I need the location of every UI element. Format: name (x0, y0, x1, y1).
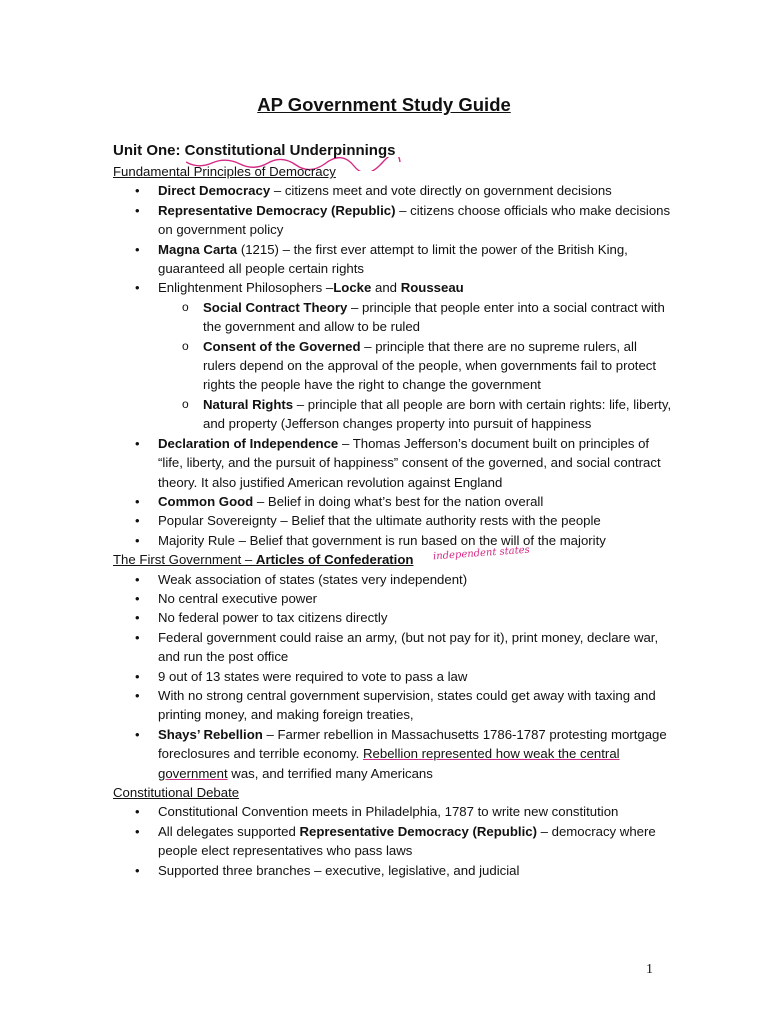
list-item: • Shays’ Rebellion – Farmer rebellion in Massachusetts 1786-1787 protesting mortgage foreclosures and terrible economy. Rebellion represented how weak the central government was, and terrified many Americans (158, 725, 673, 783)
list-item: • Enlightenment Philosophers –Locke and Rousseau o Social Contract Theory – principle that people enter into a social contract with the government and allow to be ruled o Consent of the Governed – principle that there are no supreme rulers, all rulers depend on the approval of the people, when governments fail to protect rights the people have the right to change the government o Natural Rights – principle that all people are born with certain rights: life, liberty, and property (Jefferson changes property into pursuit of happiness (158, 278, 673, 433)
list-item: • Supported three branches – executive, legislative, and judicial (158, 861, 673, 880)
sub-list-item: o Natural Rights – principle that all people are born with certain rights: life, liberty, and property (Jefferson changes property into pursuit of happiness (203, 395, 673, 434)
list-item: • Popular Sovereignty – Belief that the ultimate authority rests with the people (158, 511, 673, 530)
list-item: • No central executive power (158, 589, 673, 608)
study-guide-content (113, 141, 673, 880)
list-item: • Direct Democracy – citizens meet and vote directly on government decisions (158, 181, 673, 200)
section-title-constitutional-debate: Constitutional Debate (113, 785, 240, 800)
philosophers-sublist (158, 298, 673, 434)
debate-list (113, 802, 673, 880)
list-item: • Majority Rule – Belief that government is run based on the will of the majority (158, 531, 673, 550)
page-title: AP Government Study Guide (257, 94, 511, 115)
section-title-articles-wrap (113, 544, 673, 569)
handwritten-annotation: independent states (432, 544, 531, 563)
list-item: • 9 out of 13 states were required to vote to pass a law (158, 667, 673, 686)
page-number: 1 (646, 962, 653, 977)
list-item: • All delegates supported Representative Democracy (Republic) – democracy where people elect representatives who pass laws (158, 822, 673, 861)
handwritten-underline: Rebellion represented how weak the central government (158, 746, 620, 781)
unit-heading: Unit One: Constitutional Underpinnings (113, 142, 396, 159)
list-item: • No federal power to tax citizens directly (158, 608, 673, 627)
sub-list-item: o Consent of the Governed – principle that there are no supreme rulers, all rulers depend on the approval of the people, when governments fail to protect rights the people have the right to change the government (203, 337, 673, 395)
articles-list (113, 570, 673, 783)
list-item: • With no strong central government supervision, states could get away with taxing and printing money, and making foreign treaties, (158, 686, 673, 725)
list-item: • Declaration of Independence – Thomas Jefferson’s document built on principles of “life, liberty, and the pursuit of happiness” consent of the governed, and social contract theory. It also justified American revolution against England (158, 434, 673, 492)
principles-list (113, 181, 673, 550)
section-title-principles: Fundamental Principles of Democracy (113, 164, 336, 179)
list-item: • Magna Carta (1215) – the first ever attempt to limit the power of the British King, guaranteed all people certain rights (158, 240, 673, 279)
list-item: • Weak association of states (states very independent) (158, 570, 673, 589)
list-item: • Constitutional Convention meets in Philadelphia, 1787 to write new constitution (158, 802, 673, 821)
sub-list-item: o Social Contract Theory – principle that people enter into a social contract with the government and allow to be ruled (203, 298, 673, 337)
list-item: • Common Good – Belief in doing what’s best for the nation overall (158, 492, 673, 511)
section-title-articles: The First Government – Articles of Confederation (113, 552, 414, 568)
list-item: • Representative Democracy (Republic) – citizens choose officials who make decisions on government policy (158, 201, 673, 240)
list-item: • Federal government could raise an army, (but not pay for it), print money, declare war, and run the post office (158, 628, 673, 667)
